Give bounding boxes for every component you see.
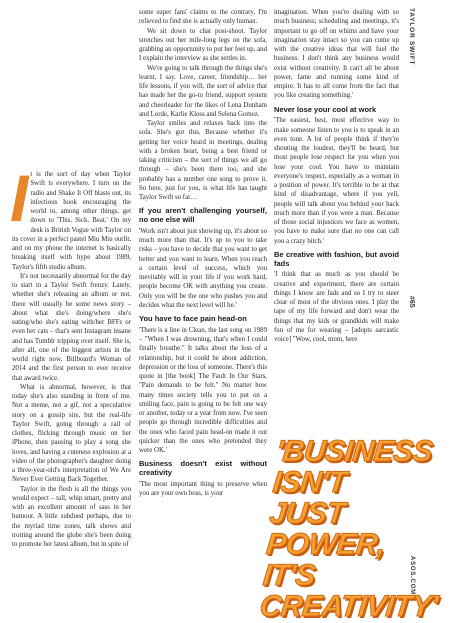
pull-quote-line: CREATIVITY' [258, 590, 440, 623]
subheading: Never lose your cool at work [274, 104, 377, 114]
subheading: Be creative with fashion, but avoid fads [274, 249, 399, 268]
intro-paragraph [10, 161, 131, 272]
column-1 [10, 161, 131, 580]
paragraph: t is the sort of day when Taylor Swift is everywhere. I turn on the radio and Shake It Off blasts out, its infectious hook encouraging the world to, among other things, get down to 'This. Sick. Beat.' On my desk is British Vogue with Taylor on its cover in a perfect pastel Miu Miu outfit, and on my phone the internet is basically breaking itself with hype about 1989, Taylor's fifth studio album. [12, 171, 131, 271]
pull-quote-line: 'BUSINESS [274, 435, 434, 468]
paragraph: imagination. When you're dealing with so much business; scheduling and meetings, it's important to go off on whims and have your imagination stay intact so you can come up with the creative ideas that will fuel the business. I don't think any business would exist without creativity. It can't all be about power, fame and running some kind of empire. It has to all come from the fact that you like creating something.' [274, 9, 399, 100]
paragraph: What is abnormal, however, is that today she's also standing in front of me. Not a meme, not a gif, not a speculative story on a gossip site, but the real-life Taylor Swift, going through a rail of clothes, flicking through music on her iPhone, then pausing to play a song she loves, and having a cuteness explosion at a video of the photographer's daughter doing a three-year-old's interpretation of We Are Never Ever Getting Back Together. [12, 383, 131, 484]
subheading: If you aren't challenging yourself, no one else will [139, 206, 267, 225]
paragraph: Taylor in the flesh is all the things you would expect – tall, whip smart, pretty and with an excellent amount of sass in her humour. A little subdued perhaps, due to the myriad time zones, talk shows and trotting around the globe she's been doing to promote her latest album, but in spite of [12, 485, 131, 548]
subheading: Business doesn't exist without creativity [139, 459, 267, 478]
paragraph: 'I think that as much as you should be creative and experiment, there are certain things I know are fads and so I try to steer clear of most of the obvious ones. I play the tape of my life forward and don't wear the things that my kids or grandkids will make fun of me for wearing – [adopts sarcastic voice] "Wow, cool, mom, here [274, 271, 399, 344]
drop-cap: I [10, 161, 27, 235]
column-2 [139, 8, 267, 588]
paragraph: 'Work isn't about just showing up, it's about so much more than that. It's up to you to take risks – you have to decide that you want to get better and you want to learn. When you reach a certain level of success, which you inevitably will in your life if you work hard, people become OK with anything you create. Only you will be the one who pushes you and decides what the next level will be.' [139, 227, 267, 309]
pull-quote [258, 435, 440, 623]
paragraph: We're going to talk through the things she's learnt, I say. Love, career, friendship… her life lessons, if you will, the sort of advice that has made her the go-to friend, support system and cheerleader for the likes of Lena Dunham and Lorde, Karlie Kloss and Selena Gomez. [139, 64, 267, 118]
paragraph: some super fans' claims to the contrary, I'm relieved to find she is actually only human. [139, 9, 267, 26]
paragraph: We sit down to chat post-shoot. Taylor stretches out her mile-long legs on the sofa, grabbing an opportunity to put her feet up, and I explain the interview as she settles in. [139, 27, 267, 63]
paragraph: 'The most important thing to preserve when you are your own boss, is your [139, 480, 267, 498]
paragraph: 'There is a line in Clean, the last song on 1989 – "When I was drowning, that's when I could finally breathe." It talks about the loss of a relationship, but it could be about addiction, depression or the loss of someone. There's this quote in [the book] The Fault In Our Stars, "Pain demands to be felt." No matter how many times society tells you to put on a smiling face, pain is going to be felt one way or another, today or a year from now. I've seen people go through incredible difficulties and the ones who faced pain head-on made it out quicker than the ones who pretended they were OK.' [139, 326, 267, 455]
column-3 [274, 8, 399, 436]
pull-quote-line: ISN'T JUST [267, 466, 348, 530]
pull-quote-line: POWER, IT'S [261, 528, 387, 592]
paragraph: Taylor smiles and relaxes back into the sofa. She's got this. Because whether it's getting her voice heard in meetings, dealing with a broken heart, being a best friend or taking criticism – the sort of things we all go through – she's been there too, and she probably has a number one song to prove it. So here, just for you, is what life has taught Taylor Swift so far… [139, 120, 267, 201]
paragraph: It's not necessarily abnormal for the day to start in a Taylor Swift frenzy. Lately, whether she's releasing an album or not, there will usually be some news story – about what she's doing/where she's eating/who she's eating with/her BFFs or even her cats – that's sent Instagram insane and has Tumblr tripping over itself. She is, after all, one of the biggest artists in the world right now, Billboard's Woman of 2014 and the first person to ever receive that award twice. [12, 272, 131, 382]
page-number: #65 [408, 296, 415, 308]
subheading: You have to face pain head-on [139, 314, 247, 324]
paragraph: 'The easiest, best, most effective way to make someone listen to you is to speak in an even tone. A lot of people think if they're shouting the loudest, they'll be heard, but most people lose respect for you when you lose your cool. You have to maintain everyone's respect, especially as a woman in a position of power. It's terrible to be at that kind of disadvantage, where if you yell, people will talk about you behind your back much more than if you were a man. Because of those social injustices we face as women, you have to make sure that no one can call you a crazy bitch.' [274, 117, 399, 245]
site-credit: ASOS.COM [409, 556, 415, 596]
running-header: TAYLOR SWIFT [408, 8, 415, 66]
